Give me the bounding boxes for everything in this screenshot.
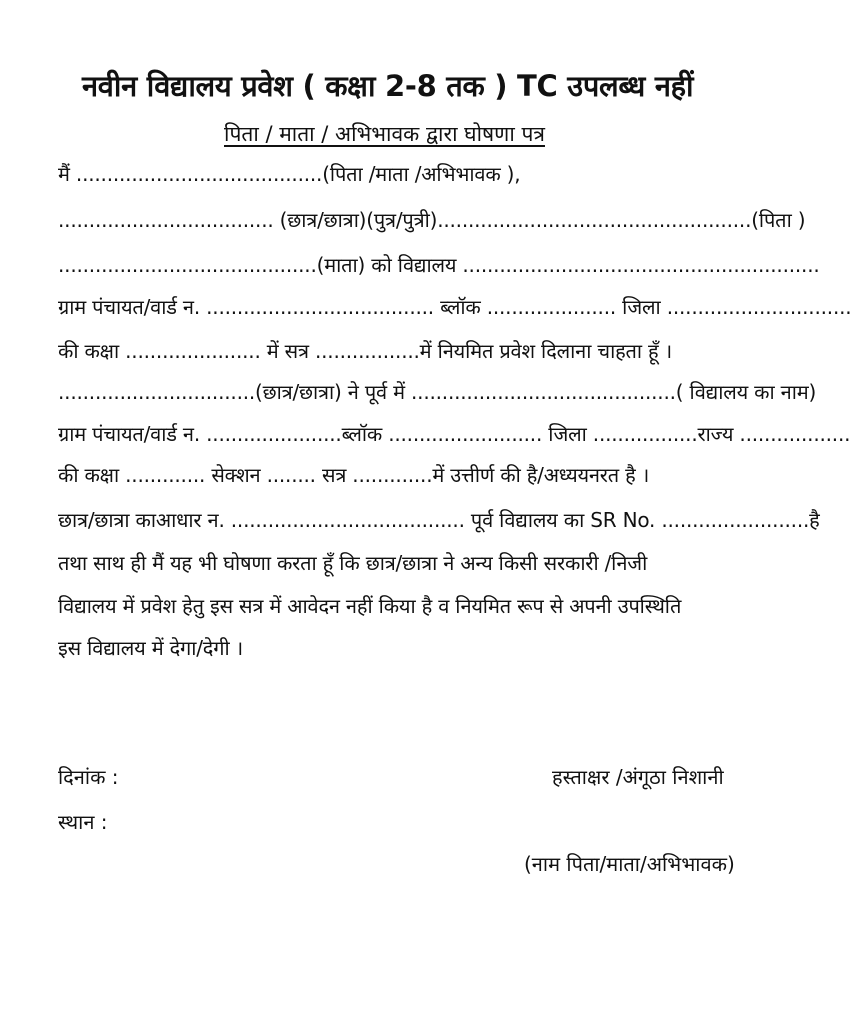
declaration-line-1: मैं ........................................(पिता /माता /अभिभावक ),: [58, 162, 521, 186]
declaration-line-8: की कक्षा ............. सेक्शन ........ सत्र .............में उत्तीर्ण की है/अध्ययनरत है ।: [58, 463, 650, 487]
date-label: दिनांक :: [58, 765, 119, 789]
signature-label: हस्ताक्षर /अंगूठा निशानी: [552, 765, 724, 789]
declaration-line-12: इस विद्यालय में देगा/देगी ।: [58, 636, 244, 660]
declaration-line-7: ग्राम पंचायत/वार्ड न. ......................ब्लॉक ......................... जिला .................राज्य ..................: [58, 422, 851, 446]
declaration-line-3: ..........................................(माता) को विद्यालय ..........................................................: [58, 253, 820, 277]
guardian-name-label: (नाम पिता/माता/अभिभावक): [524, 852, 735, 876]
declaration-line-5: की कक्षा ...................... में सत्र .................में नियमित प्रवेश दिलाना चाहता हूँ ।: [58, 339, 672, 363]
declaration-line-9: छात्र/छात्रा काआधार न. ...................................... पूर्व विद्यालय का SR No. ........................है: [58, 508, 820, 532]
form-subtitle: पिता / माता / अभिभावक द्वारा घोषणा पत्र: [224, 122, 545, 146]
declaration-line-11: विद्यालय में प्रवेश हेतु इस सत्र में आवेदन नहीं किया है व नियमित रूप से अपनी उपस्थिति: [58, 594, 682, 618]
place-label: स्थान :: [58, 810, 108, 834]
declaration-line-4: ग्राम पंचायत/वार्ड न. ..................................... ब्लॉक ..................... जिला ..............................: [58, 295, 852, 319]
declaration-line-10: तथा साथ ही मैं यह भी घोषणा करता हूँ कि छात्र/छात्रा ने अन्य किसी सरकारी /निजी: [58, 551, 648, 575]
declaration-line-6: ................................(छात्र/छात्रा) ने पूर्व में ...........................................( विद्यालय का नाम): [58, 380, 817, 404]
declaration-line-2: ................................... (छात्र/छात्रा)(पुत्र/पुत्री)...................................................(पिता ): [58, 208, 806, 232]
form-title: नवीन विद्यालय प्रवेश ( कक्षा 2-8 तक ) TC उपलब्ध नहीं: [82, 69, 694, 103]
